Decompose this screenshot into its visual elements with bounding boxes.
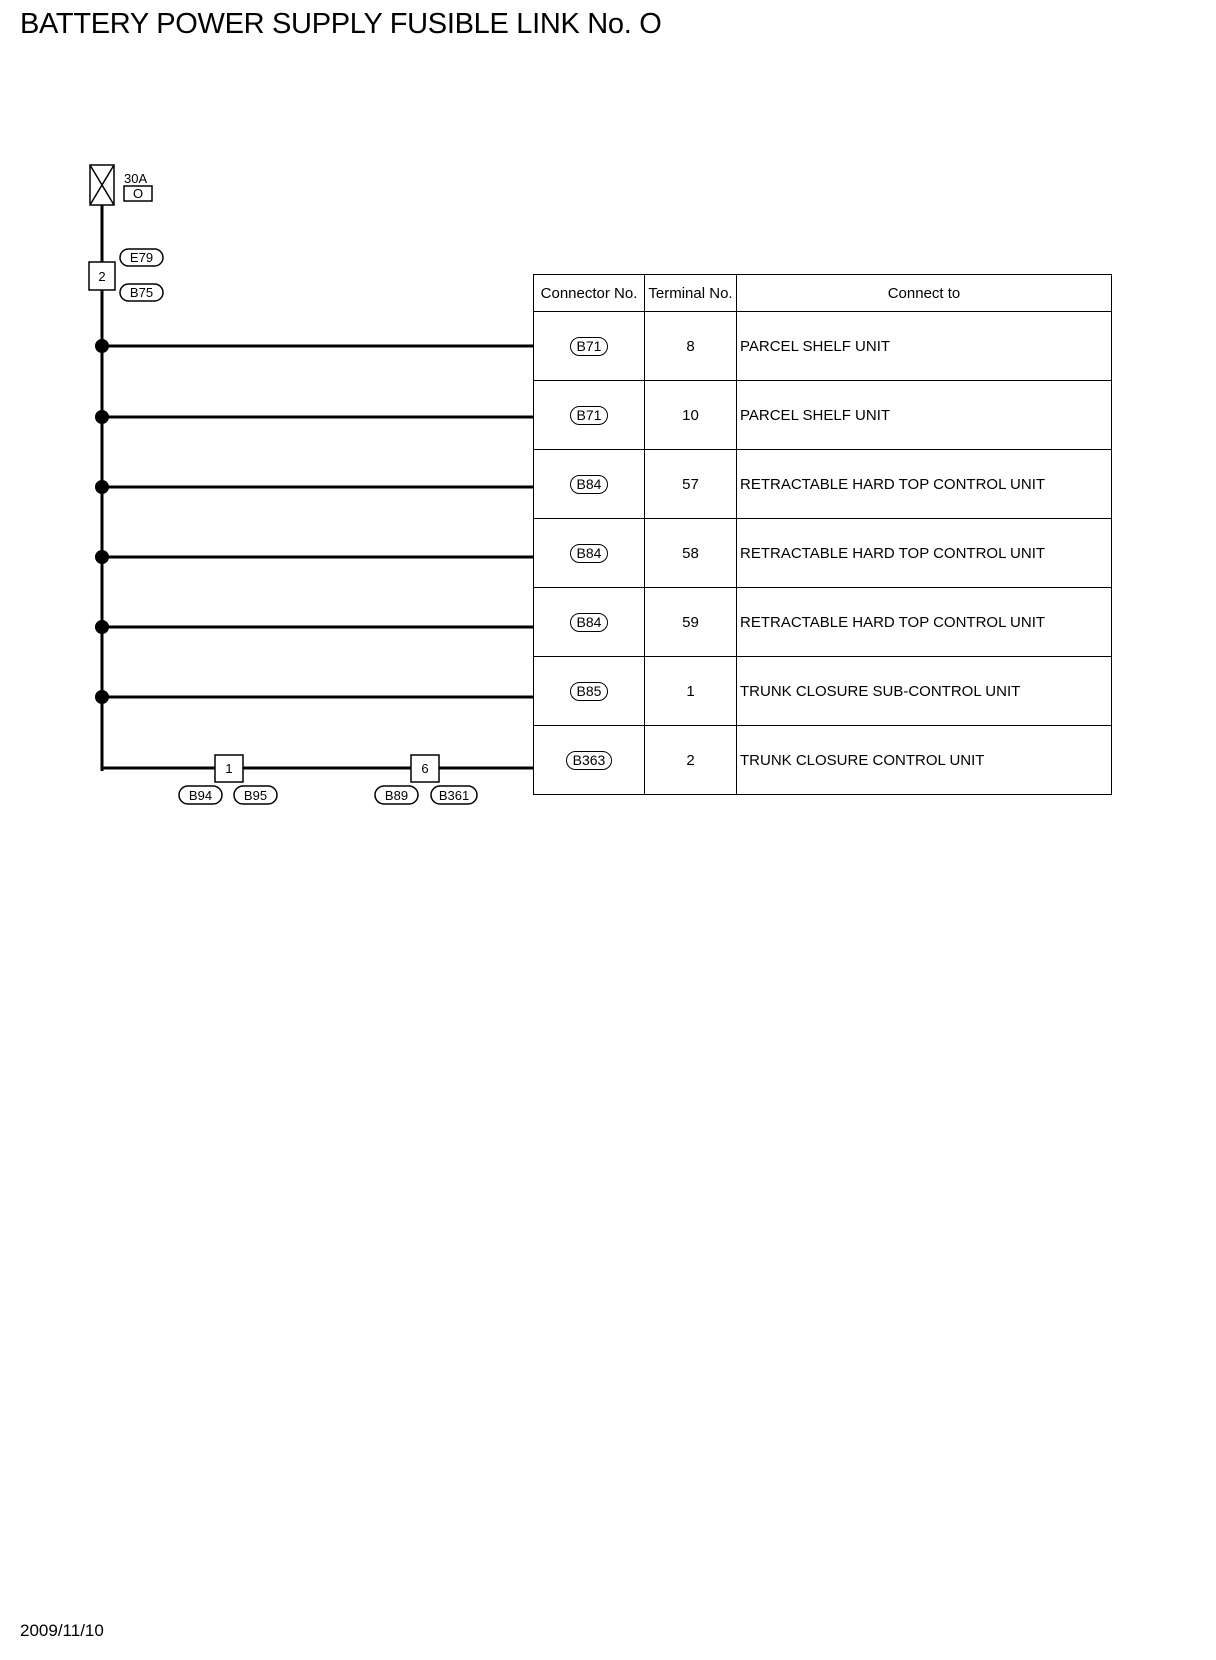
terminal-cell: 2 (645, 726, 737, 795)
junction-terminal-number: 2 (98, 269, 106, 284)
connector-badge: B84 (570, 613, 609, 632)
table-row (534, 657, 1112, 726)
connector-label-b89: B89 (384, 788, 409, 803)
table-row (534, 519, 1112, 588)
connector-badge: B71 (570, 337, 609, 356)
table-row (534, 312, 1112, 381)
connector-label-b75: B75 (129, 285, 154, 300)
header-terminal-no: Terminal No. (645, 275, 737, 312)
terminal-cell: 59 (645, 588, 737, 657)
connect-to-cell: RETRACTABLE HARD TOP CONTROL UNIT (737, 450, 1112, 519)
fuse-link-label: O (132, 186, 144, 201)
fusible-link-symbol (90, 165, 114, 205)
connect-to-cell: TRUNK CLOSURE SUB-CONTROL UNIT (737, 657, 1112, 726)
terminal-cell: 10 (645, 381, 737, 450)
connector-label-e79: E79 (129, 250, 154, 265)
connect-to-cell: TRUNK CLOSURE CONTROL UNIT (737, 726, 1112, 795)
connect-to-cell: RETRACTABLE HARD TOP CONTROL UNIT (737, 588, 1112, 657)
connector-badge: B85 (570, 682, 609, 701)
connector-badge: B84 (570, 544, 609, 563)
terminal-cell: 1 (645, 657, 737, 726)
table-row (534, 588, 1112, 657)
connection-table (533, 274, 1112, 795)
connect-to-cell: RETRACTABLE HARD TOP CONTROL UNIT (737, 519, 1112, 588)
table-row (534, 381, 1112, 450)
header-connect-to: Connect to (737, 275, 1112, 312)
connect-to-cell: PARCEL SHELF UNIT (737, 381, 1112, 450)
table-header-row (534, 275, 1112, 312)
page-title: BATTERY POWER SUPPLY FUSIBLE LINK No. O (20, 8, 662, 40)
table-row (534, 726, 1112, 795)
terminal-cell: 8 (645, 312, 737, 381)
fuse-rating: 30A (124, 171, 148, 186)
connector-badge: B84 (570, 475, 609, 494)
branch-wires (102, 346, 533, 697)
terminal-cell: 57 (645, 450, 737, 519)
connector-label-b94: B94 (188, 788, 213, 803)
connector-badge: B71 (570, 406, 609, 425)
terminal-cell: 58 (645, 519, 737, 588)
footer-date: 2009/11/10 (20, 1621, 104, 1640)
table-row (534, 450, 1112, 519)
connector-badge: B363 (566, 751, 613, 770)
junction-terminal-1: 1 (225, 761, 233, 776)
connector-label-b361: B361 (438, 788, 470, 803)
junction-terminal-6: 6 (421, 761, 429, 776)
connect-to-cell: PARCEL SHELF UNIT (737, 312, 1112, 381)
header-connector-no: Connector No. (534, 275, 645, 312)
connector-label-b95: B95 (243, 788, 268, 803)
